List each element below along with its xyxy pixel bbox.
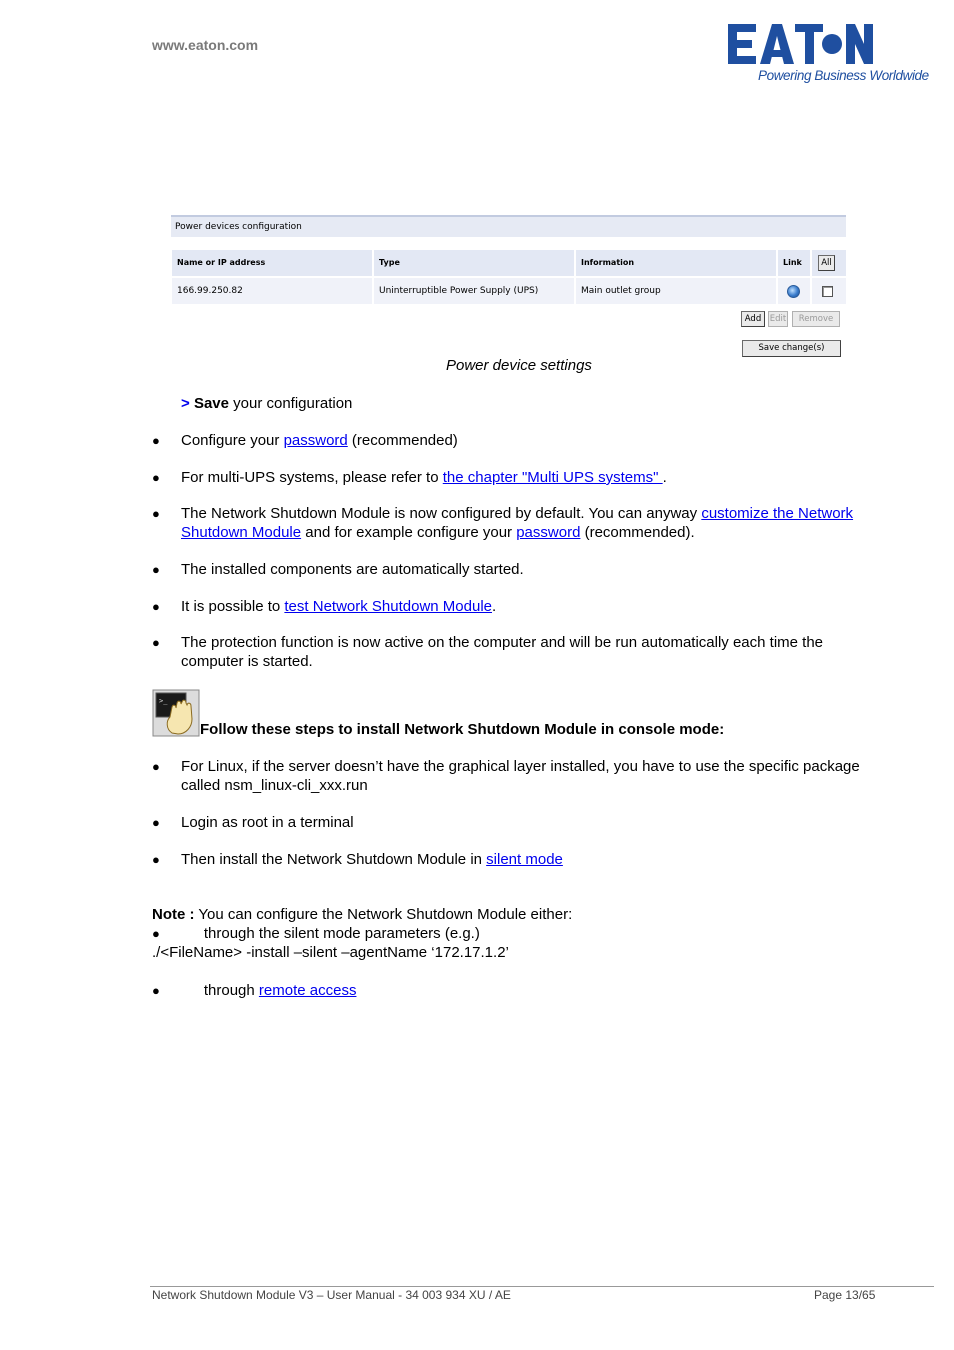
item-text: (recommended): [347, 432, 458, 449]
item-text: It is possible to: [181, 598, 285, 615]
col-link-header: Link: [778, 250, 812, 276]
item-text: .: [662, 469, 667, 486]
bullet-dot: ●: [152, 470, 160, 485]
bullet-dot: ●: [152, 926, 160, 941]
logo-tagline: Powering Business Worldwide: [758, 68, 929, 83]
panel-title: Power devices configuration: [175, 222, 302, 232]
item-text: and for example configure your: [301, 524, 517, 541]
password-link[interactable]: password: [283, 432, 348, 449]
power-devices-screenshot: [170, 213, 848, 360]
note-item: through the silent mode parameters (e.g.): [203, 925, 480, 942]
figure-caption: Power device settings: [446, 357, 592, 374]
footer-page-number: Page 13/65: [814, 1288, 876, 1302]
list-item: [181, 504, 911, 542]
list-item: Login as root in a terminal: [181, 814, 354, 831]
arrow-marker: >: [181, 395, 190, 412]
bullet-dot: ●: [152, 506, 160, 521]
note-text: You can configure the Network Shutdown Module either:: [194, 906, 573, 923]
bullet-dot: ●: [152, 983, 160, 998]
bullet-dot: ●: [152, 562, 160, 577]
bullet-dot: ●: [152, 599, 160, 614]
bullet-dot: ●: [152, 433, 160, 448]
item-text: called nsm_linux-cli_xxx.run: [181, 777, 368, 794]
item-text: The Network Shutdown Module is now configured by default. You can anyway: [181, 505, 702, 522]
item-text: The protection function is now active on the computer and will be run automatically each time the: [181, 634, 824, 651]
svg-text:>_: >_: [159, 697, 168, 705]
add-button[interactable]: Add: [741, 311, 765, 327]
device-address: 166.99.250.82: [172, 278, 374, 304]
item-text: For multi-UPS systems, please refer to: [181, 469, 443, 486]
customize-link-cont[interactable]: Shutdown Module: [181, 524, 302, 541]
note-item: through: [203, 982, 259, 999]
customize-link[interactable]: customize the Network: [701, 505, 854, 522]
list-item: [181, 757, 921, 795]
list-item: [181, 633, 911, 671]
col-type-header: Type: [374, 250, 576, 276]
list-item: [181, 431, 458, 450]
bullet-dot: ●: [152, 852, 160, 867]
item-text: For Linux, if the server doesn’t have the graphical layer installed, you have to use the specific package: [181, 758, 860, 775]
test-nsm-link[interactable]: test Network Shutdown Module: [284, 598, 492, 615]
item-text: Then install the Network Shutdown Module in: [181, 851, 487, 868]
note-block: [152, 905, 572, 1000]
device-information: Main outlet group: [576, 278, 778, 304]
bullet-dot: ●: [152, 635, 160, 650]
save-changes-button[interactable]: Save change(s): [742, 340, 841, 357]
item-text: .: [492, 598, 497, 615]
footer-divider: [150, 1286, 934, 1287]
item-text: (recommended).: [580, 524, 695, 541]
remote-access-link[interactable]: remote access: [258, 982, 357, 999]
col-information-header: Information: [576, 250, 778, 276]
silent-mode-link[interactable]: silent mode: [486, 851, 563, 868]
console-heading: Follow these steps to install Network Shutdown Module in console mode:: [200, 721, 725, 738]
bullet-dot: ●: [152, 815, 160, 830]
save-bold: Save: [193, 395, 229, 412]
note-command: ./<FileName> -install –silent –agentName ‘172.17.1.2’: [152, 944, 509, 961]
device-checkbox[interactable]: [822, 286, 833, 297]
col-all-header: [812, 250, 846, 276]
note-label: Note :: [152, 906, 195, 923]
list-item: [181, 850, 563, 869]
remove-button[interactable]: Remove: [792, 311, 840, 327]
website-url: www.eaton.com: [152, 37, 259, 53]
panel-header: [171, 215, 846, 237]
eaton-logo: [728, 22, 929, 88]
eaton-wordmark-icon: [728, 22, 924, 68]
list-item: The installed components are automatically started.: [181, 561, 524, 578]
device-type: Uninterruptible Power Supply (UPS): [374, 278, 576, 304]
link-cell: [778, 278, 812, 304]
item-text: computer is started.: [181, 653, 313, 670]
save-rest: your configuration: [228, 395, 353, 412]
list-item: [181, 597, 496, 616]
multi-ups-link[interactable]: the chapter "Multi UPS systems": [442, 469, 663, 486]
list-item: [181, 468, 667, 487]
select-cell: [812, 278, 846, 304]
footer-manual-title: Network Shutdown Module V3 – User Manual - 34 003 934 XU / AE: [152, 1288, 511, 1302]
console-hand-icon: [152, 689, 200, 737]
bullet-dot: ●: [152, 759, 160, 774]
edit-button[interactable]: Edit: [768, 311, 788, 327]
item-text: Configure your: [181, 432, 284, 449]
col-name-header: Name or IP address: [172, 250, 374, 276]
link-radio[interactable]: [787, 285, 800, 298]
select-all-button[interactable]: All: [818, 255, 835, 271]
save-step: [181, 394, 352, 413]
password-link[interactable]: password: [516, 524, 581, 541]
